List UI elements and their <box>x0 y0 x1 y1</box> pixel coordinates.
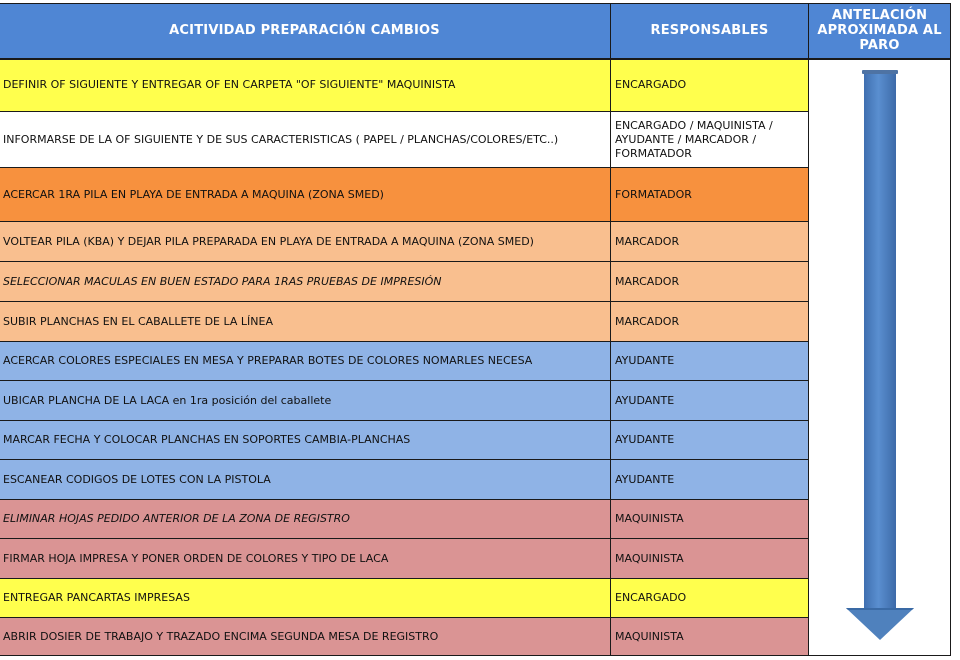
responsible-cell[interactable]: MARCADOR <box>611 222 809 262</box>
activity-cell[interactable]: DEFINIR OF SIGUIENTE Y ENTREGAR OF EN CARPETA "OF SIGUIENTE" MAQUINISTA <box>0 59 611 112</box>
responsible-cell[interactable]: ENCARGADO <box>611 579 809 618</box>
responsible-cell[interactable]: AYUDANTE <box>611 381 809 421</box>
lead-time-arrow-cell <box>809 59 951 656</box>
activity-cell[interactable]: UBICAR PLANCHA DE LA LACA en 1ra posición del caballete <box>0 381 611 421</box>
activity-cell[interactable]: SELECCIONAR MACULAS EN BUEN ESTADO PARA 1RAS PRUEBAS DE IMPRESIÓN <box>0 262 611 302</box>
arrow-down-icon <box>809 60 951 652</box>
change-preparation-table <box>0 3 951 656</box>
activity-header: ACITIVIDAD PREPARACIÓN CAMBIOS <box>0 4 611 59</box>
responsible-cell[interactable]: ENCARGADO / MAQUINISTA / AYUDANTE / MARCADOR / FORMATADOR <box>611 112 809 168</box>
activity-cell[interactable]: FIRMAR HOJA IMPRESA Y PONER ORDEN DE COLORES Y TIPO DE LACA <box>0 539 611 579</box>
activity-cell[interactable]: ESCANEAR CODIGOS DE LOTES CON LA PISTOLA <box>0 460 611 500</box>
responsible-cell[interactable]: MAQUINISTA <box>611 618 809 656</box>
responsible-cell[interactable]: ENCARGADO <box>611 59 809 112</box>
responsible-cell[interactable]: AYUDANTE <box>611 421 809 460</box>
activity-cell[interactable]: ACERCAR COLORES ESPECIALES EN MESA Y PREPARAR BOTES DE COLORES NOMARLES NECESA <box>0 342 611 381</box>
activity-cell[interactable]: VOLTEAR PILA (KBA) Y DEJAR PILA PREPARADA EN PLAYA DE ENTRADA A MAQUINA (ZONA SMED) <box>0 222 611 262</box>
activity-cell[interactable]: ABRIR DOSIER DE TRABAJO Y TRAZADO ENCIMA SEGUNDA MESA DE REGISTRO <box>0 618 611 656</box>
responsible-cell[interactable]: AYUDANTE <box>611 342 809 381</box>
activity-cell[interactable]: MARCAR FECHA Y COLOCAR PLANCHAS EN SOPORTES CAMBIA-PLANCHAS <box>0 421 611 460</box>
header-row <box>0 4 951 59</box>
activity-cell[interactable]: INFORMARSE DE LA OF SIGUIENTE Y DE SUS CARACTERISTICAS ( PAPEL / PLANCHAS/COLORES/ETC..) <box>0 112 611 168</box>
responsible-cell[interactable]: MARCADOR <box>611 262 809 302</box>
responsible-header: RESPONSABLES <box>611 4 809 59</box>
responsible-cell[interactable]: MAQUINISTA <box>611 500 809 539</box>
activity-cell[interactable]: ELIMINAR HOJAS PEDIDO ANTERIOR DE LA ZONA DE REGISTRO <box>0 500 611 539</box>
lead-time-header: ANTELACIÓN APROXIMADA AL PARO <box>809 4 951 59</box>
responsible-cell[interactable]: MARCADOR <box>611 302 809 342</box>
activity-cell[interactable]: ACERCAR 1RA PILA EN PLAYA DE ENTRADA A MAQUINA (ZONA SMED) <box>0 168 611 222</box>
activity-cell[interactable]: ENTREGAR PANCARTAS IMPRESAS <box>0 579 611 618</box>
table-row <box>0 59 951 112</box>
responsible-cell[interactable]: MAQUINISTA <box>611 539 809 579</box>
responsible-cell[interactable]: AYUDANTE <box>611 460 809 500</box>
activity-cell[interactable]: SUBIR PLANCHAS EN EL CABALLETE DE LA LÍNEA <box>0 302 611 342</box>
responsible-cell[interactable]: FORMATADOR <box>611 168 809 222</box>
